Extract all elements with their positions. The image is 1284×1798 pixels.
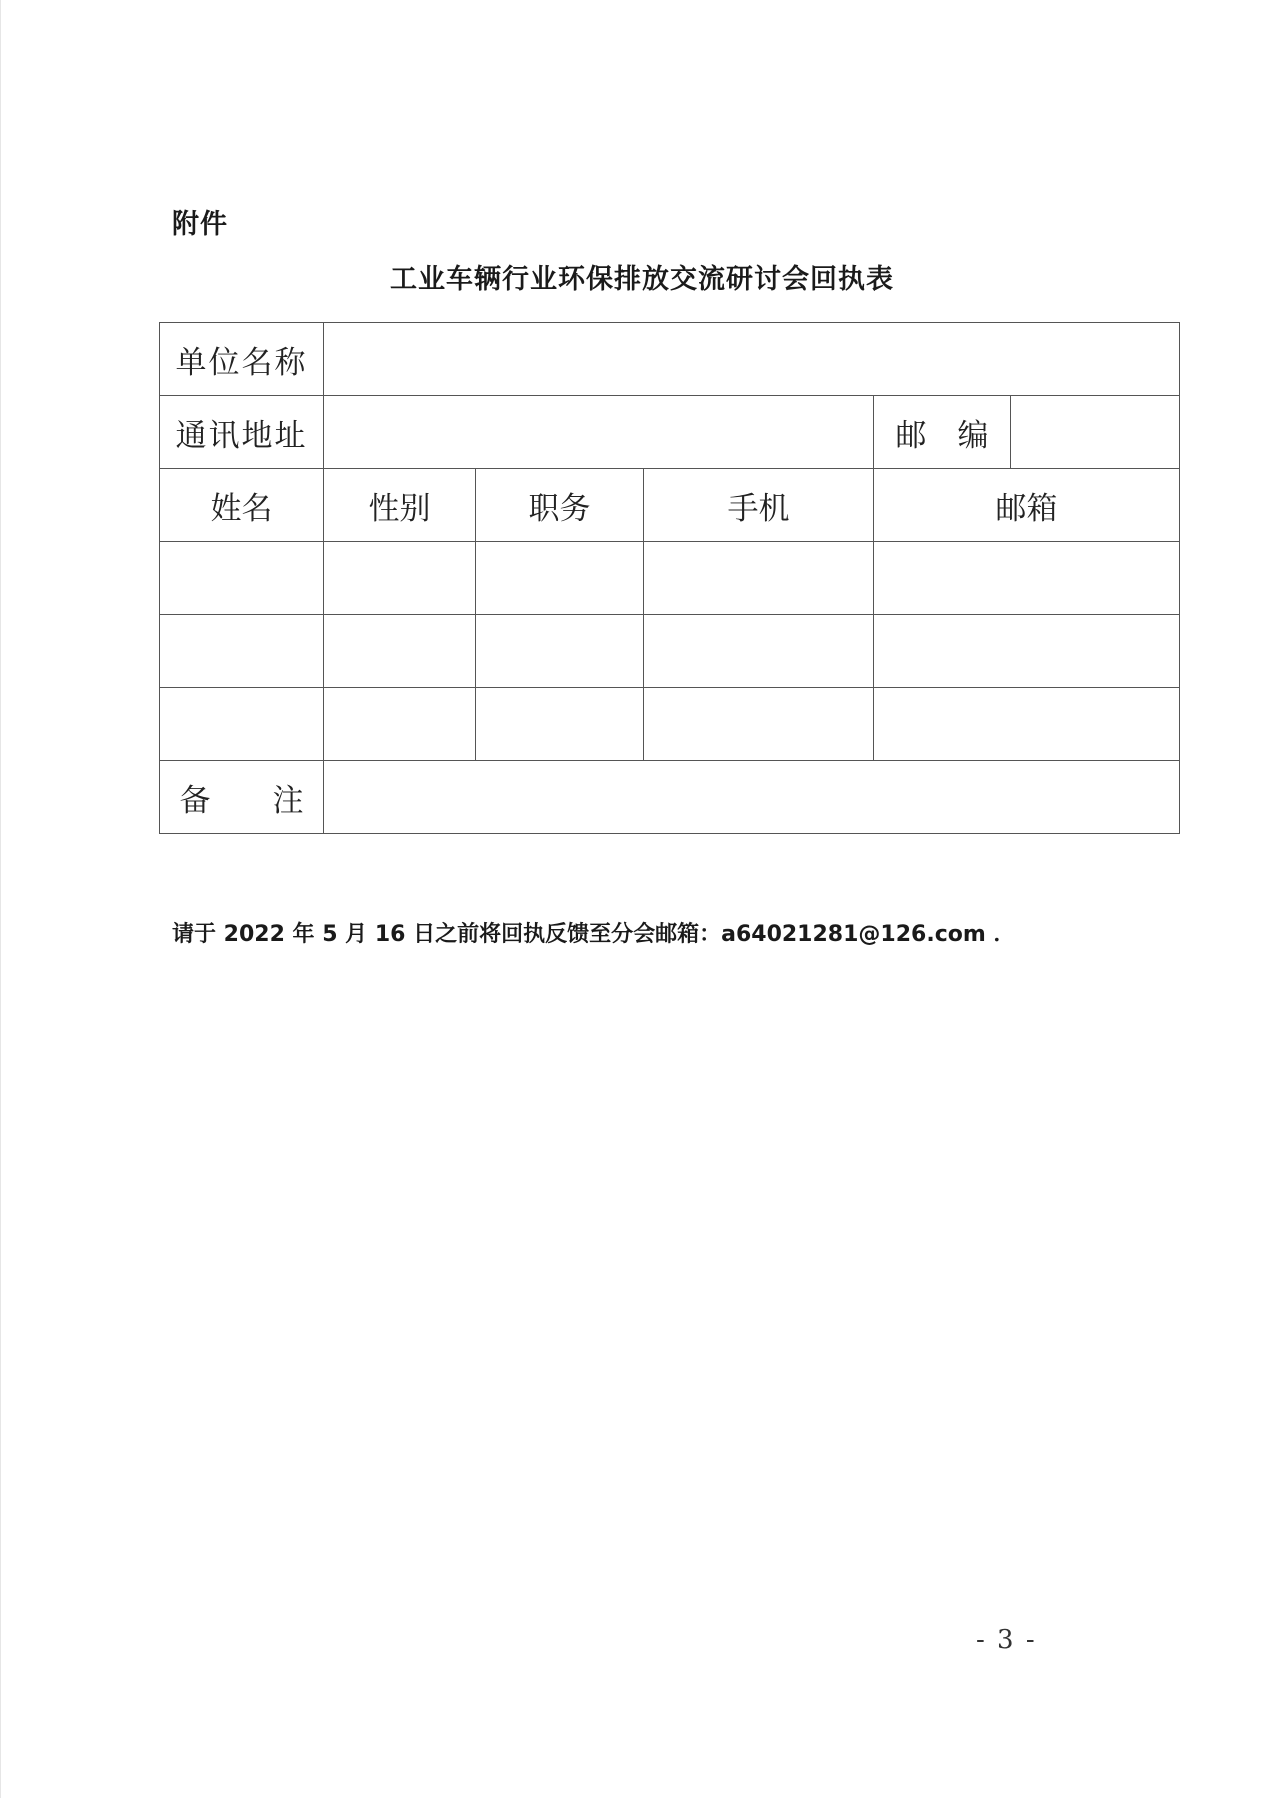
table-row (160, 615, 1180, 688)
column-header-mobile: 手机 (644, 469, 874, 542)
unit-name-field[interactable] (324, 323, 1180, 396)
address-label: 通讯地址 (160, 396, 324, 469)
table-row (160, 688, 1180, 761)
page-number: - 3 - (976, 1625, 1037, 1655)
position-cell[interactable] (476, 542, 644, 615)
remarks-field[interactable] (324, 761, 1180, 834)
gender-cell[interactable] (324, 615, 476, 688)
attachment-label: 附件 (172, 209, 228, 240)
remarks-label: 备 注 (160, 761, 324, 834)
header-row (160, 469, 1180, 542)
mobile-cell[interactable] (644, 615, 874, 688)
column-header-position: 职务 (476, 469, 644, 542)
position-cell[interactable] (476, 615, 644, 688)
gender-cell[interactable] (324, 688, 476, 761)
table-row (160, 542, 1180, 615)
column-header-name: 姓名 (160, 469, 324, 542)
column-header-email: 邮箱 (874, 469, 1180, 542)
unit-name-row (160, 323, 1180, 396)
reply-form-table (159, 322, 1180, 834)
name-cell[interactable] (160, 615, 324, 688)
remarks-row (160, 761, 1180, 834)
email-cell[interactable] (874, 542, 1180, 615)
gender-cell[interactable] (324, 542, 476, 615)
postcode-label: 邮 编 (874, 396, 1011, 469)
postcode-field[interactable] (1011, 396, 1180, 469)
deadline-note: 请于 2022 年 5 月 16 日之前将回执反馈至分会邮箱：a64021281@126.com ． (172, 922, 1016, 947)
unit-name-label: 单位名称 (160, 323, 324, 396)
name-cell[interactable] (160, 542, 324, 615)
email-cell[interactable] (874, 688, 1180, 761)
column-header-gender: 性别 (324, 469, 476, 542)
name-cell[interactable] (160, 688, 324, 761)
email-cell[interactable] (874, 615, 1180, 688)
mobile-cell[interactable] (644, 542, 874, 615)
position-cell[interactable] (476, 688, 644, 761)
address-field[interactable] (324, 396, 874, 469)
address-row (160, 396, 1180, 469)
document-title: 工业车辆行业环保排放交流研讨会回执表 (390, 264, 894, 295)
mobile-cell[interactable] (644, 688, 874, 761)
